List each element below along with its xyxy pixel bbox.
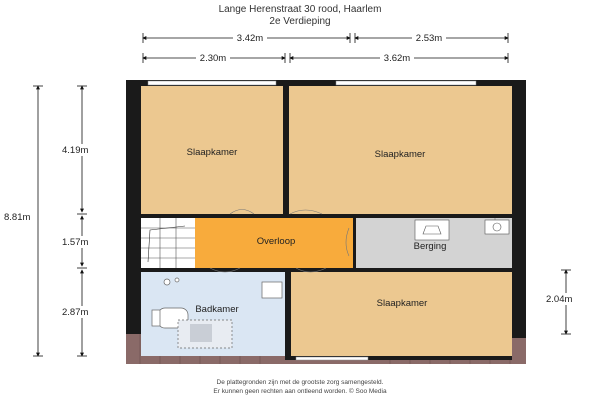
label-slaapkamer-1: Slaapkamer: [186, 147, 238, 158]
floorplan-floor-level: 2e Verdieping: [269, 16, 331, 27]
label-berging: Berging: [413, 241, 447, 252]
footer-disclaimer-line-1: De plattegronden zijn met de grootste zorg samengesteld.: [216, 379, 384, 386]
floorplan-address: Lange Herenstraat 30 rood, Haarlem: [218, 4, 382, 15]
dim-mid-right: 3.62m: [383, 53, 411, 64]
dim-left-middle: 1.57m: [62, 237, 89, 248]
dim-left-total: 8.81m: [4, 212, 31, 223]
room-slaapkamer-3: [291, 272, 512, 360]
footer-disclaimer-line-2: Er kunnen geen rechten aan ontleend worden. © Soo Media: [213, 388, 387, 395]
label-slaapkamer-2: Slaapkamer: [374, 149, 426, 160]
label-overloop: Overloop: [256, 236, 296, 247]
dim-mid-left: 2.30m: [199, 53, 227, 64]
label-slaapkamer-3: Slaapkamer: [376, 298, 428, 309]
label-badkamer: Badkamer: [195, 304, 239, 315]
dim-top-left: 3.42m: [236, 33, 264, 44]
dim-right-lower: 2.04m: [546, 294, 573, 305]
dim-top-right: 2.53m: [415, 33, 443, 44]
dim-left-upper: 4.19m: [62, 145, 89, 156]
dim-left-lower: 2.87m: [62, 307, 89, 318]
